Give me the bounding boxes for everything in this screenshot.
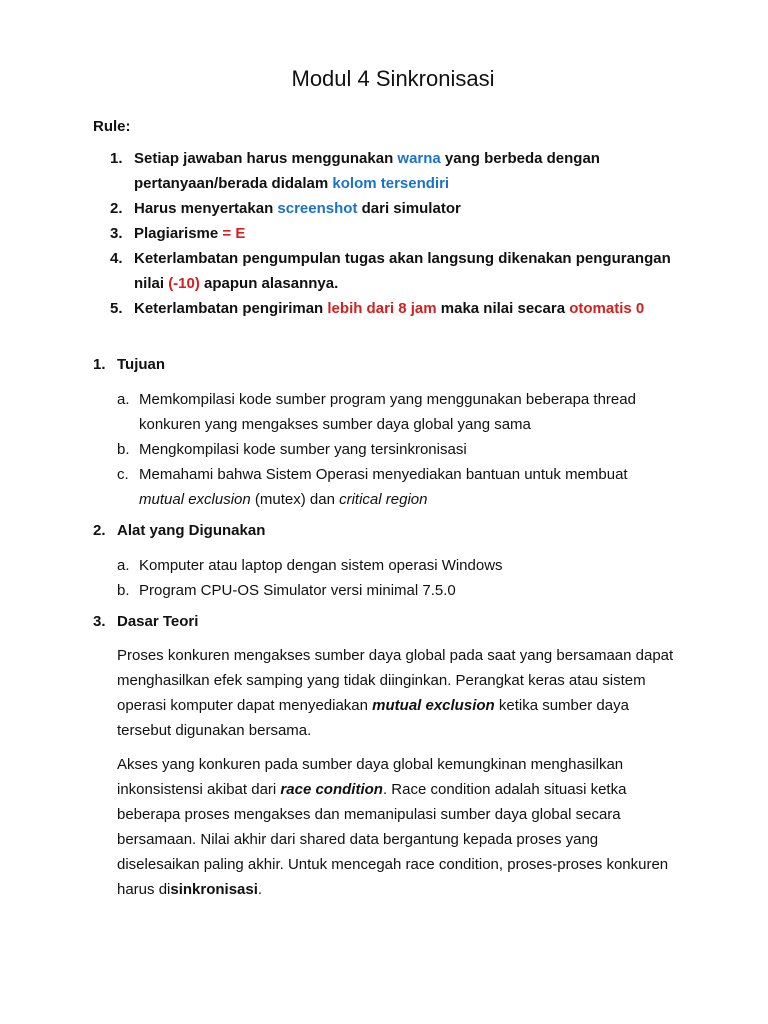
rule-item: Harus menyertakan screenshot dari simulator bbox=[134, 200, 461, 217]
document-page: Modul 4 Sinkronisasi Rule: 1. Setiap jawaban harus menggunakan warna yang berbeda dengan pertanyaan/berada didalam kolom tersendiri 2. Harus menyertakan screenshot dari simulator 3. Plagiarisme = E 4. Keterlambatan pengumpulan tugas akan langsung dikenakan pengurangan nilai (-10) apapun alasannya. 5. Keterlambatan pengiriman lebih dari 8 jam maka nilai secara otomatis 0 1. Tujuan a. Memkompilasi kode sumber program yang menggunakan beberapa thread konkuren yang mengakses sumber daya global yang sama b. Mengkompilasi kode sumber yang tersinkronisasi c. Memahami bahwa Sistem Operasi menyediakan bantuan untuk membuat mutual exclusion (mutex) dan critical region 2. Alat yang Digunakan a. Komputer atau laptop dengan sistem operasi Windows b. Program CPU-OS Simulator versi minimal 7.5.0 3. Dasar Teori Proses konkuren mengakses sumber daya global pada saat yang bersamaan dapat menghasilkan efek samping yang tidak diinginkan. Perangkat keras atau sistem operasi komputer dapat menyediakan mutual exclusion ketika sumber daya tersebut digunakan bersama. Akses yang konkuren pada sumber daya global kemungkinan menghasilkan inkonsistensi akibat dari race condition. Race condition adalah situasi ketka beberapa proses mengakses dan memanipulasi sumber daya global secara bersamaan. Nilai akhir dari shared data bergantung kepada proses yang diselesaikan paling akhir. Untuk mencegah race condition, proses-proses konkuren harus disinkronisasi. bbox=[0, 0, 768, 1024]
list-item: Memkompilasi kode sumber program yang menggunakan beberapa thread bbox=[139, 391, 636, 408]
item-letter: c. bbox=[117, 466, 129, 483]
section-heading: Alat yang Digunakan bbox=[117, 522, 266, 539]
section-heading: Dasar Teori bbox=[117, 613, 199, 630]
rule-item: Setiap jawaban harus menggunakan warna yang berbeda dengan bbox=[134, 150, 600, 167]
item-letter: a. bbox=[117, 557, 130, 574]
list-item-continuation: konkuren yang mengakses sumber daya global yang sama bbox=[139, 416, 531, 433]
rule-item-continuation: pertanyaan/berada didalam kolom tersendiri bbox=[134, 175, 450, 192]
rule-heading: Rule: bbox=[93, 118, 131, 135]
rule-item: Keterlambatan pengumpulan tugas akan langsung dikenakan pengurangan bbox=[134, 250, 671, 267]
section-number: 2. bbox=[93, 522, 106, 539]
item-letter: a. bbox=[117, 391, 130, 408]
item-letter: b. bbox=[117, 582, 130, 599]
list-item: Komputer atau laptop dengan sistem operasi Windows bbox=[139, 557, 503, 574]
rule-number: 4. bbox=[110, 250, 123, 267]
rule-item: Keterlambatan pengiriman lebih dari 8 jam maka nilai secara otomatis 0 bbox=[134, 300, 645, 317]
rule-item: Plagiarisme = E bbox=[134, 225, 246, 242]
list-item: Memahami bahwa Sistem Operasi menyediakan bantuan untuk membuat bbox=[139, 466, 628, 483]
rule-item-continuation: nilai (-10) apapun alasannya. bbox=[134, 275, 339, 292]
page-title: Modul 4 Sinkronisasi bbox=[291, 66, 495, 91]
rule-number: 3. bbox=[110, 225, 123, 242]
list-item: Program CPU-OS Simulator versi minimal 7.5.0 bbox=[139, 582, 456, 599]
section-number: 1. bbox=[93, 356, 106, 373]
section-number: 3. bbox=[93, 613, 106, 630]
section-heading: Tujuan bbox=[117, 356, 166, 373]
rule-number: 5. bbox=[110, 300, 123, 317]
list-item: Mengkompilasi kode sumber yang tersinkronisasi bbox=[139, 441, 467, 458]
item-letter: b. bbox=[117, 441, 130, 458]
rule-number: 1. bbox=[110, 150, 123, 167]
list-item-continuation: mutual exclusion (mutex) dan critical region bbox=[139, 491, 428, 508]
rule-number: 2. bbox=[110, 200, 123, 217]
